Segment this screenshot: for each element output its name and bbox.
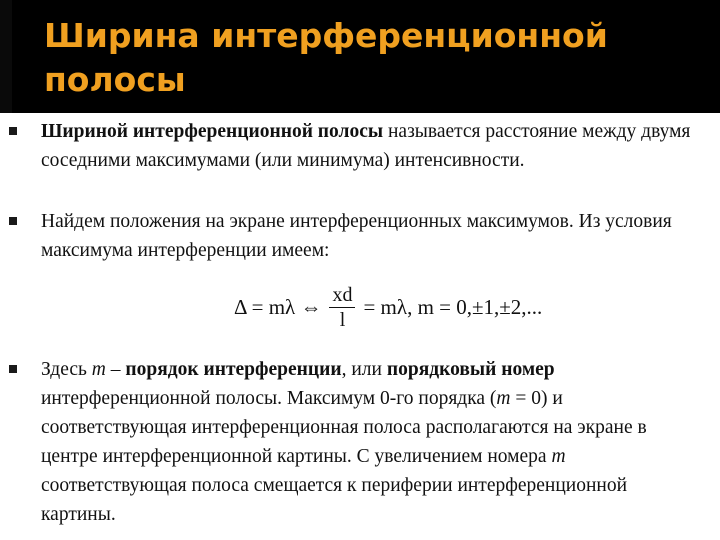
bullet-3-text-part: , или [341,359,387,380]
bullet-1 [41,117,701,175]
bullet-3-text-part: = 0) и соответствующая интерференционная полоса располагаются на экране в центре интерференционной картины. С увеличением номера [41,388,647,467]
formula-lhs: Δ = mλ ⇔ [234,294,322,319]
formula-denominator: l [339,308,346,331]
bullet-3-bold-term: порядок интерференции [125,359,342,380]
bullet-3-bold-term: порядковый номер [386,359,555,380]
bullet-2-text: Найдем положения на экране интерференционных максимумов. Из условия максимума интерференции имеем: [41,211,672,261]
bullet-1-bold-lead: Шириной интерференционной полосы [41,121,384,142]
interference-max-formula [232,285,544,329]
bullet-3-text-part: соответствующая полоса смещается к периферии интерференционной картины. [41,475,628,525]
bullet-3-text-part: интерференционной полосы. Максимум 0-го порядка ( [41,388,497,409]
formula-fraction [329,284,355,331]
bullet-3-text-part: Здесь [41,359,92,380]
square-bullet-icon [9,365,17,373]
bullet-3-var-m: m [91,359,106,380]
bullet-2 [41,207,701,265]
formula-numerator: xd [329,284,355,308]
bullet-3-text-part: – [105,359,126,380]
formula-rhs: = mλ, m = 0,±1,±2,... [363,294,543,319]
bullet-3-var-m: m [551,446,566,467]
bullet-3-var-m: m [496,388,511,409]
square-bullet-icon [9,217,17,225]
slide-title: Ширина интерференционной полосы [44,16,608,99]
bullet-3 [41,355,701,529]
title-left-strip [0,0,12,113]
square-bullet-icon [9,127,17,135]
bullet-1-text: называется расстояние между двумя соседними максимумами (или минимума) интенсивности. [41,121,691,171]
